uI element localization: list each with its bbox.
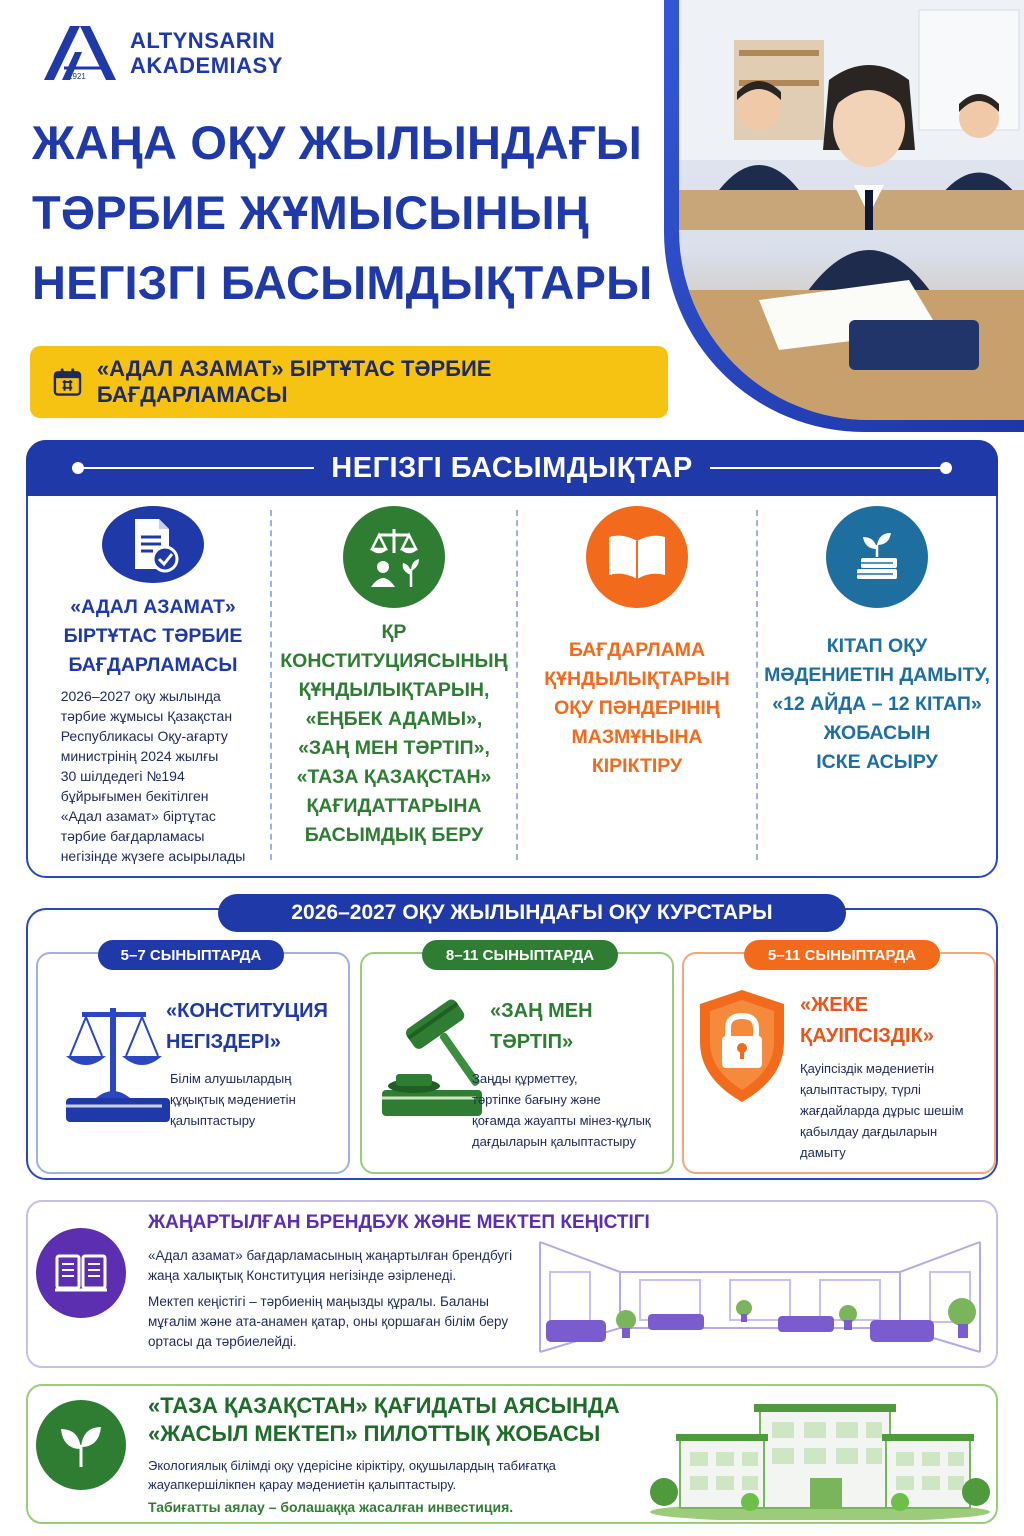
course-description	[800, 1058, 964, 1163]
column-divider	[516, 510, 518, 860]
priority-title-line: ІСКЕ АСЫРУ	[816, 751, 938, 773]
course-title-line: ТӘРТІП»	[490, 1031, 574, 1053]
priority-title-line: БАҒДАРЛАМА	[568, 639, 706, 661]
priority-card	[764, 506, 990, 866]
page-title	[32, 108, 702, 318]
priority-description-line: тәрбие жұмысы Қазақстан	[60, 708, 233, 724]
course-description-line: дамыту	[800, 1145, 846, 1160]
course-title	[490, 996, 593, 1058]
priority-title-line: КІРІКТІРУ	[591, 755, 683, 777]
priority-title-line: МАЗМҰНЫНА	[571, 726, 703, 748]
course-description-line: тәртіпке бағыну және	[472, 1092, 601, 1107]
course-description-line: Қауіпсіздік мәдениетін	[800, 1061, 935, 1076]
green-school-title	[148, 1392, 708, 1448]
priority-description-line: «Адал азамат» біртұтас	[60, 808, 216, 824]
priority-title-line: ЖОБАСЫН	[823, 722, 931, 744]
priority-title-line: «АДАЛ АЗАМАТ»	[70, 596, 236, 618]
grade-badge: 5–11 СЫНЫПТАРДА	[744, 940, 940, 970]
priority-description-line: тәрбие бағдарламасы	[60, 828, 205, 844]
priority-description-line: министрінің 2024 жылғы	[60, 748, 219, 764]
course-title-line: «ЖЕКЕ	[800, 994, 869, 1016]
priority-description-line: 2026–2027 оқу жылында	[60, 688, 221, 704]
brandbook-paragraph: «Адал азамат» бағдарламасының жаңартылған брендбугі жаңа халықтық Конституция негізінде әзірленеді.	[148, 1248, 513, 1283]
priority-title-line: «ЕҢБЕК АДАМЫ»,	[305, 708, 483, 730]
course-title-line: «КОНСТИТУЦИЯ	[166, 1000, 328, 1022]
course-description-line: құқықтық мәдениетін	[170, 1092, 296, 1107]
priority-title-line: БІРТҰТАС ТӘРБИЕ	[63, 625, 243, 647]
priority-title-line: МӘДЕНИЕТІН ДАМЫТУ,	[764, 664, 990, 686]
page-title-line: ЖАҢА ОҚУ ЖЫЛЫНДАҒЫ	[32, 116, 643, 169]
course-card	[36, 952, 350, 1174]
priority-title	[64, 593, 243, 680]
brandbook-title: ЖАҢАРТЫЛҒАН БРЕНДБУК ЖӘНЕ МЕКТЕП КЕҢІСТІГІ	[148, 1212, 650, 1233]
priority-title	[278, 618, 510, 850]
academy-name	[130, 28, 283, 78]
program-banner-label: «АДАЛ АЗАМАТ» БІРТҰТАС ТӘРБИЕ БАҒДАРЛАМАСЫ	[96, 356, 492, 407]
priority-title-line: ҚҰНДЫЛЫҚТАРЫН,	[298, 679, 490, 701]
scales-worker-leaf-icon	[343, 506, 445, 608]
course-title	[800, 990, 934, 1052]
open-book-icon	[586, 506, 688, 608]
priorities-heading: НЕГІЗГІ БАСЫМДЫҚТАР	[331, 451, 693, 484]
column-divider	[270, 510, 272, 860]
course-description-line: жағдайларда дұрыс шешім	[800, 1103, 964, 1118]
academy-name-line2: AKADEMIASY	[130, 53, 283, 78]
course-title-line: «ЗАҢ МЕН	[490, 1000, 593, 1022]
course-description-line: Білім алушылардың	[170, 1071, 292, 1086]
priority-card	[524, 506, 750, 866]
priority-title-line: ҚҰНДЫЛЫҚТАРЫН	[544, 668, 730, 690]
priority-card	[278, 506, 510, 866]
course-card	[682, 952, 996, 1174]
priority-title-line: БАСЫМДЫҚ БЕРУ	[304, 824, 484, 846]
academy-logo	[30, 22, 126, 82]
grade-badge: 8–11 СЫНЫПТАРДА	[422, 940, 618, 970]
header-divider-line	[82, 467, 314, 469]
grade-badge: 5–7 СЫНЫПТАРДА	[98, 940, 284, 970]
books-sprout-icon	[826, 506, 928, 608]
book-icon	[36, 1228, 126, 1318]
courses-heading: 2026–2027 ОҚУ ЖЫЛЫНДАҒЫ ОҚУ КУРСТАРЫ	[218, 894, 846, 932]
priorities-header	[26, 440, 998, 496]
page-title-line: НЕГІЗГІ БАСЫМДЫҚТАРЫ	[32, 256, 653, 309]
priority-title	[544, 636, 729, 781]
course-description-line: қоғамда жауапты мінез-құлық	[472, 1113, 651, 1128]
green-school-building-illustration	[650, 1392, 990, 1520]
priority-title-line: «ЗАҢ МЕН ТӘРТІП»,	[298, 737, 490, 759]
brandbook-paragraph: Мектеп кеңістігі – тәрбиенің маңызды құралы. Баланы мұғалім және ата-анамен қатар, оны қоршаған білім беру ортасы да тәрбиелейді.	[148, 1294, 509, 1349]
column-divider	[756, 510, 758, 860]
school-interior-illustration	[530, 1232, 990, 1362]
priority-description-line: 30 шілдедегі №194	[60, 768, 185, 784]
svg-text:1921: 1921	[68, 72, 86, 81]
priority-card	[40, 506, 266, 866]
scales-book-icon	[52, 990, 180, 1130]
page-title-line: ТӘРБИЕ ЖҰМЫСЫНЫҢ	[32, 186, 589, 239]
course-description-line: дағдыларын қалыптастыру	[472, 1134, 636, 1149]
green-school-text: Экологиялық білімді оқу үдерісіне кіріктіру, оқушылардың табиғатқа жауапкершілікпен қарау мәдениетін қалыптастыру.	[148, 1458, 556, 1492]
green-school-title-line: «ЖАСЫЛ МЕКТЕП» ПИЛОТТЫҚ ЖОБАСЫ	[148, 1421, 601, 1446]
course-description-line: қалыптастыру, түрлі	[800, 1082, 921, 1097]
calendar-icon	[52, 366, 83, 398]
header-divider-line	[710, 467, 942, 469]
course-description-line: қалыптастыру	[170, 1113, 256, 1128]
green-school-title-line: «ТАЗА ҚАЗАҚСТАН» ҚАҒИДАТЫ АЯСЫНДА	[148, 1393, 620, 1418]
priority-description-line: Республикасы Оқу-ағарту	[60, 728, 228, 744]
document-check-icon	[102, 506, 204, 583]
priority-description-line: бұйрығымен бекітілген	[60, 788, 209, 804]
priority-title-line: ҚАҒИДАТТАРЫНА	[306, 795, 482, 817]
program-banner	[30, 346, 668, 418]
hero-image-students	[679, 0, 1024, 420]
green-school-slogan: Табиғатты аялау – болашаққа жасалған инвестиция.	[148, 1499, 514, 1515]
course-description-line: Заңды құрметтеу,	[472, 1071, 578, 1086]
priority-description-line: негізінде жүзеге асырылады	[60, 848, 246, 864]
course-title-line: НЕГІЗДЕРІ»	[166, 1031, 281, 1053]
leaf-icon	[36, 1400, 126, 1490]
academy-name-line1: ALTYNSARIN	[130, 28, 276, 53]
priority-title-line: «ТАЗА ҚАЗАҚСТАН»	[296, 766, 492, 788]
brandbook-text	[148, 1246, 528, 1352]
priority-title-line: КІТАП ОҚУ	[826, 635, 928, 657]
course-title-line: ҚАУІПСІЗДІК»	[800, 1025, 934, 1047]
shield-lock-icon	[692, 986, 792, 1106]
course-title	[166, 996, 328, 1058]
priority-title-line: «12 АЙДА – 12 КІТАП»	[772, 693, 982, 715]
course-description-line: қабылдау дағдыларын	[800, 1124, 938, 1139]
priority-description	[61, 686, 246, 866]
priority-title	[764, 632, 990, 777]
course-description	[170, 1068, 296, 1131]
priority-title-line: ҚР КОНСТИТУЦИЯСЫНЫҢ	[280, 621, 508, 672]
priority-title-line: БАҒДАРЛАМАСЫ	[68, 654, 238, 676]
header-dot	[940, 462, 952, 474]
priority-title-line: ОҚУ ПӘНДЕРІНІҢ	[554, 697, 720, 719]
course-card	[360, 952, 674, 1174]
course-description	[472, 1068, 651, 1152]
